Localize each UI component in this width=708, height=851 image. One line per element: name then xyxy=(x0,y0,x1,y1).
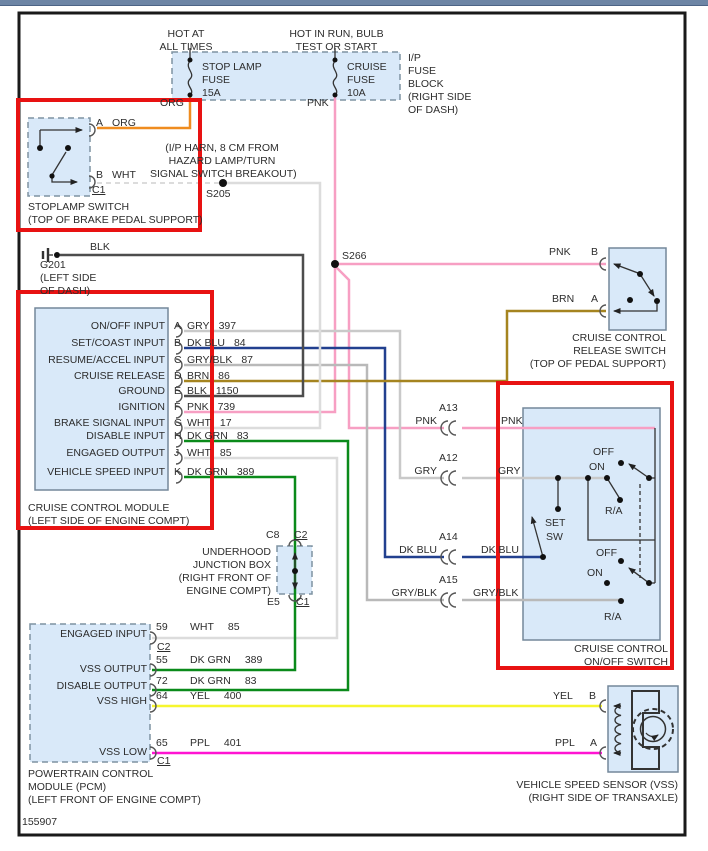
module-wire-row: K DK GRN 389 xyxy=(174,466,255,478)
cruise-fuse-label: CRUISE FUSE 10A xyxy=(347,61,387,99)
set-switch-label: SET xyxy=(545,517,566,529)
module-wire-row: D BRN 86 xyxy=(174,370,230,382)
pcm-connector-c2: C2 xyxy=(157,641,171,653)
pcm-name: POWERTRAIN CONTROL MODULE (PCM) (LEFT FRONT OF ENGINE COMPT) xyxy=(28,768,201,806)
onoff-switch-name: CRUISE CONTROL ON/OFF SWITCH xyxy=(574,643,668,668)
module-pin-label: DISABLE INPUT xyxy=(86,430,165,442)
module-wire-row: C GRY/BLK 87 xyxy=(174,354,254,366)
stoplamp-pin-b: B xyxy=(96,169,104,181)
module-pin-label: ENGAGED OUTPUT xyxy=(66,447,165,459)
connector-id-a14: A14 xyxy=(439,531,458,543)
connector-left-label: GRY/BLK xyxy=(391,587,437,599)
connector-id-a12: A12 xyxy=(439,452,458,464)
junction-pin-c8: C8 xyxy=(266,529,280,541)
pcm-pin-label: DISABLE OUTPUT xyxy=(56,680,147,692)
connector-right-label: DK BLU xyxy=(481,544,519,556)
switch1-on-label: ON xyxy=(589,461,605,473)
pcm-wire-row: 59 WHT 85 xyxy=(156,621,240,633)
stoplamp-connector-c1: C1 xyxy=(92,184,106,196)
junction-pin-c1: C1 xyxy=(296,596,310,608)
set-switch-label: SW xyxy=(546,531,563,543)
vss-pin-b: B xyxy=(589,690,597,702)
stoplamp-pin-a-color: ORG xyxy=(112,117,136,129)
ip-fuse-block-label: I/P FUSE BLOCK (RIGHT SIDE OF DASH) xyxy=(408,52,472,116)
onoff-switch-box xyxy=(523,408,660,640)
wire-label-pnk: PNK xyxy=(307,97,329,109)
switch1-ra-label: R/A xyxy=(605,505,623,517)
junction-box-name: UNDERHOOD JUNCTION BOX (RIGHT FRONT OF ENGINE COMPT) xyxy=(178,546,271,597)
stoplamp-switch-name: STOPLAMP SWITCH (TOP OF BRAKE PEDAL SUPPORT) xyxy=(28,201,203,226)
pcm-wire-row: 64 YEL 400 xyxy=(156,690,242,702)
release-pin-b: B xyxy=(591,246,599,258)
connector-id-a15: A15 xyxy=(439,574,458,586)
wire-label-org: ORG xyxy=(160,97,184,109)
cruise-module-name: CRUISE CONTROL MODULE (LEFT SIDE OF ENGINE COMPT) xyxy=(28,502,190,527)
module-wire-row: B DK BLU 84 xyxy=(174,337,246,349)
vss-pin-a-color: PPL xyxy=(555,737,575,749)
module-pin-label: RESUME/ACCEL INPUT xyxy=(48,354,165,366)
release-switch-box xyxy=(609,248,666,330)
connector-left-label: PNK xyxy=(415,415,437,427)
release-pin-b-color: PNK xyxy=(549,246,571,258)
release-pin-a: A xyxy=(591,293,599,305)
module-pin-label: CRUISE RELEASE xyxy=(73,370,165,382)
module-wire-row: G WHT 17 xyxy=(174,417,232,429)
module-wire-row: A GRY 397 xyxy=(174,320,237,332)
stoplamp-pin-a: A xyxy=(96,117,104,129)
pcm-pin-label: VSS HIGH xyxy=(96,695,147,707)
module-wire-row: E BLK 1150 xyxy=(174,385,239,397)
connector-left-label: DK BLU xyxy=(399,544,437,556)
module-pin-label: IGNITION xyxy=(118,401,165,413)
pcm-box xyxy=(30,624,150,762)
vss-name: VEHICLE SPEED SENSOR (VSS) (RIGHT SIDE OF TRANSAXLE) xyxy=(516,779,678,804)
ground-g201-name: G201 (LEFT SIDE OF DASH) xyxy=(40,259,97,297)
module-pin-label: SET/COAST INPUT xyxy=(71,337,165,349)
junction-pin-c2: C2 xyxy=(294,529,308,541)
stoplamp-pin-b-color: WHT xyxy=(112,169,136,181)
feed-right-label: HOT IN RUN, BULB TEST OR START xyxy=(289,28,384,53)
module-pin-label: VEHICLE SPEED INPUT xyxy=(47,466,165,478)
pcm-connector-c1: C1 xyxy=(157,755,171,767)
module-wire-row: H DK GRN 83 xyxy=(174,430,249,442)
connector-right-label: PNK xyxy=(501,415,523,427)
switch2-ra-label: R/A xyxy=(604,611,622,623)
pcm-wire-row: 65 PPL 401 xyxy=(156,737,242,749)
splice-s266: S266 xyxy=(342,250,367,262)
switch2-off-label: OFF xyxy=(596,547,617,559)
release-pin-a-color: BRN xyxy=(552,293,575,305)
switch2-on-label: ON xyxy=(587,567,603,579)
pcm-pin-label: ENGAGED INPUT xyxy=(60,628,147,640)
connector-left-label: GRY xyxy=(414,465,437,477)
vss-pin-a: A xyxy=(590,737,598,749)
module-wire-row: F PNK 739 xyxy=(174,401,236,413)
release-switch-name: CRUISE CONTROL RELEASE SWITCH (TOP OF PEDAL SUPPORT) xyxy=(529,332,666,370)
vss-pin-b-color: YEL xyxy=(553,690,573,702)
pcm-wire-row: 55 DK GRN 389 xyxy=(156,654,263,666)
module-wire-row: J WHT 85 xyxy=(174,447,232,459)
sheet-number: 155907 xyxy=(22,816,58,828)
switch1-off-label: OFF xyxy=(593,446,614,458)
connector-right-label: GRY/BLK xyxy=(473,587,519,599)
harness-note: (I/P HARN, 8 CM FROM HAZARD LAMP/TURN SIGNAL SWITCH BREAKOUT) xyxy=(150,142,297,180)
junction-pin-e5: E5 xyxy=(267,596,280,608)
module-pin-label: GROUND xyxy=(118,385,165,397)
feed-left-label: HOT AT ALL TIMES xyxy=(159,28,213,53)
wire-label-blk: BLK xyxy=(90,241,110,253)
connector-id-a13: A13 xyxy=(439,402,458,414)
wire-dkblu xyxy=(184,348,543,557)
module-pin-label: BRAKE SIGNAL INPUT xyxy=(53,417,165,429)
cruise-module-box xyxy=(35,308,168,490)
pcm-wire-row: 72 DK GRN 83 xyxy=(156,675,257,687)
splice-s205: S205 xyxy=(206,188,231,200)
stop-lamp-fuse-label: STOP LAMP FUSE 15A xyxy=(202,61,262,99)
pcm-pin-label: VSS LOW xyxy=(99,746,147,758)
pcm-pin-label: VSS OUTPUT xyxy=(79,663,147,675)
connector-right-label: GRY xyxy=(498,465,521,477)
module-pin-label: ON/OFF INPUT xyxy=(90,320,165,332)
